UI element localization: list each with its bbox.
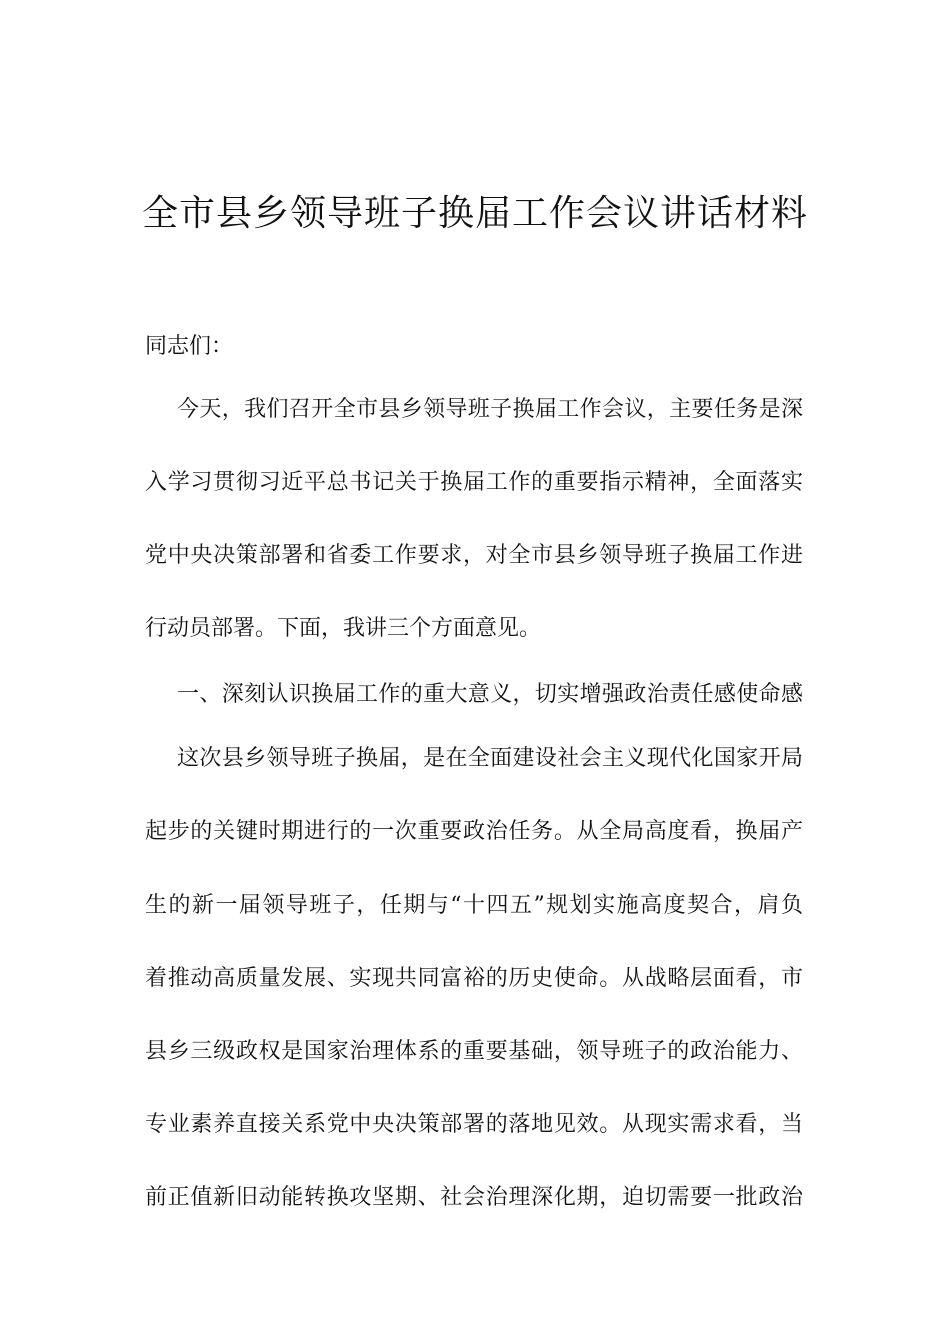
paragraph-line: 着推动高质量发展、实现共同富裕的历史使命。从战略层面看，市 bbox=[145, 966, 803, 991]
paragraph-line: 生的新一届领导班子，任期与“十四五”规划实施高度契合，肩负 bbox=[145, 893, 803, 918]
paragraph-line: 今天，我们召开全市县乡领导班子换届工作会议，主要任务是深 bbox=[177, 397, 803, 422]
paragraph-line: 入学习贯彻习近平总书记关于换届工作的重要指示精神，全面落实 bbox=[145, 470, 803, 495]
paragraph-line: 起步的关键时期进行的一次重要政治任务。从全局高度看，换届产 bbox=[145, 819, 803, 844]
paragraph-line: 这次县乡领导班子换届，是在全面建设社会主义现代化国家开局 bbox=[177, 746, 803, 771]
paragraph-line: 党中央决策部署和省委工作要求，对全市县乡领导班子换届工作进 bbox=[145, 543, 803, 568]
paragraph-line: 专业素养直接关系党中央决策部署的落地见效。从现实需求看，当 bbox=[145, 1112, 803, 1137]
paragraph-line: 县乡三级政权是国家治理体系的重要基础，领导班子的政治能力、 bbox=[145, 1039, 803, 1064]
paragraph-line: 前正值新旧动能转换攻坚期、社会治理深化期，迫切需要一批政治 bbox=[145, 1185, 803, 1210]
salutation: 同志们： bbox=[145, 334, 234, 359]
section-heading: 一、深刻认识换届工作的重大意义，切实增强政治责任感使命感 bbox=[177, 682, 803, 707]
paragraph-line: 行动员部署。下面，我讲三个方面意见。 bbox=[145, 616, 542, 641]
document-title: 全市县乡领导班子换届工作会议讲话材料 bbox=[141, 193, 808, 234]
